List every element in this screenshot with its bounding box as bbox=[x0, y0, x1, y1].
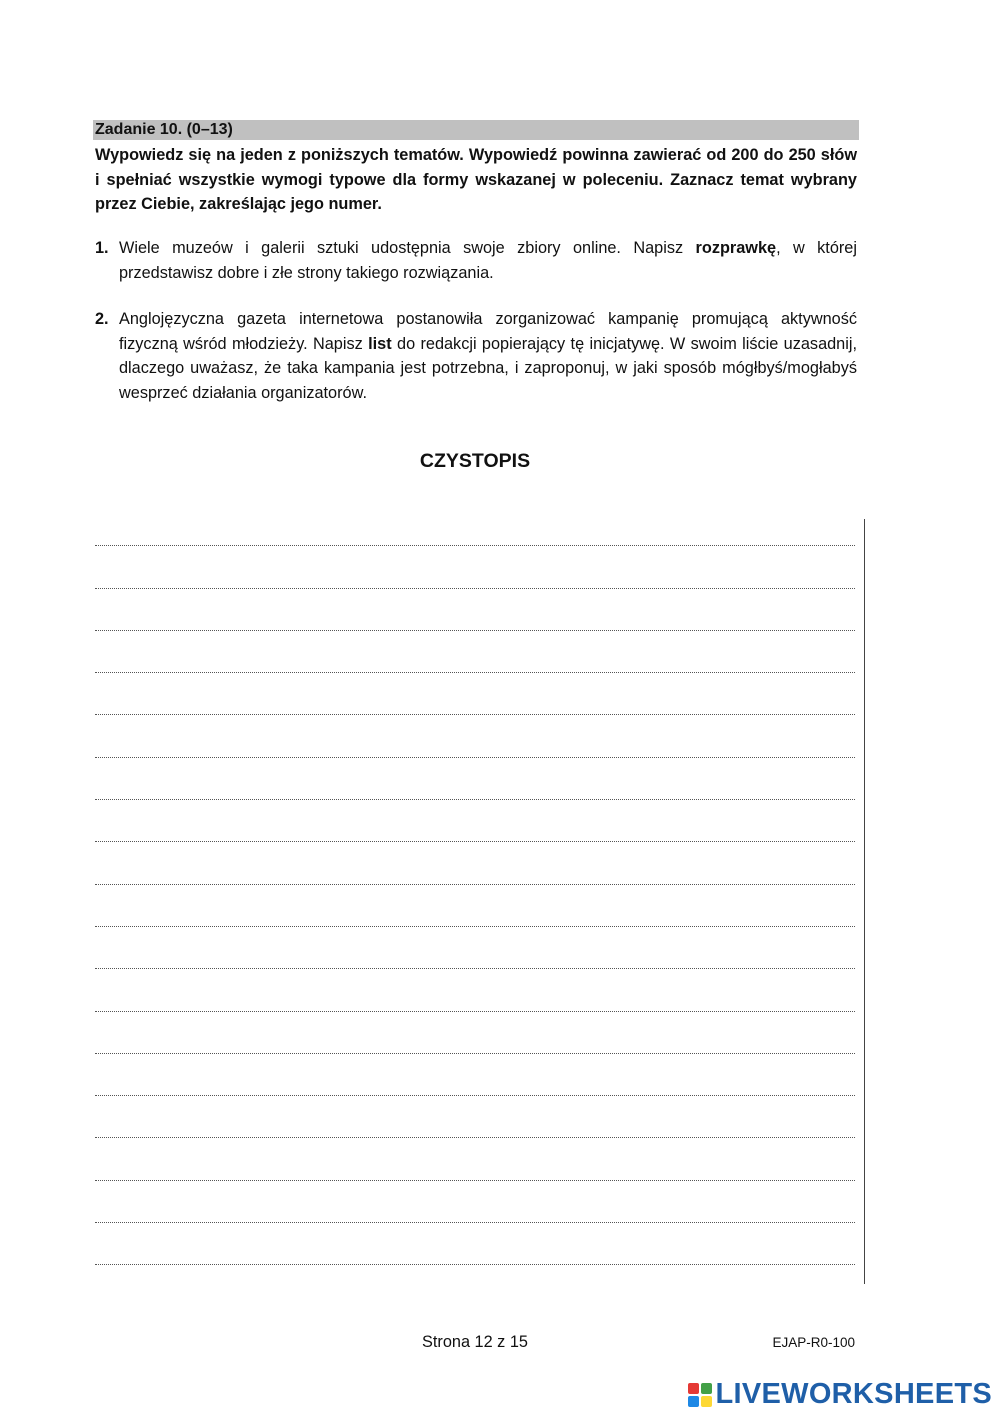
topic-number[interactable]: 2. bbox=[95, 310, 109, 328]
margin-rule bbox=[864, 519, 865, 1284]
brand-text: LIVEWORKSHEETS bbox=[715, 1378, 992, 1410]
writing-line[interactable] bbox=[95, 1018, 855, 1060]
page-number: Strona 12 z 15 bbox=[422, 1333, 528, 1351]
writing-line[interactable] bbox=[95, 1229, 855, 1271]
writing-line[interactable] bbox=[95, 552, 855, 594]
topic-1[interactable] bbox=[95, 236, 857, 285]
topic-keyword: rozprawkę bbox=[695, 239, 777, 257]
writing-line[interactable] bbox=[95, 891, 855, 933]
document-code: EJAP-R0-100 bbox=[772, 1335, 855, 1350]
writing-line[interactable] bbox=[95, 975, 855, 1017]
topic-keyword: list bbox=[368, 334, 392, 353]
writing-line[interactable] bbox=[95, 1102, 855, 1144]
writing-line[interactable] bbox=[95, 721, 855, 763]
writing-line[interactable] bbox=[95, 679, 855, 721]
writing-line[interactable] bbox=[95, 848, 855, 890]
logo-square bbox=[688, 1383, 699, 1394]
topic-text: Anglojęzyczna gazeta internetowa postanowiła zorganizować kampanię promującą aktywność fizyczną wśród młodzieży. Napisz list do redakcji popierający tę inicjatywę. W swoim liście uzasadnij, dlaczego uważasz, że taka kampania jest potrzebna, i zaproponuj, w jaki sposób mógłbyś/mogłabyś wesprzeć działania organizatorów. bbox=[119, 310, 857, 402]
writing-line[interactable] bbox=[95, 933, 855, 975]
liveworksheets-brand bbox=[688, 1378, 993, 1411]
logo-square bbox=[688, 1396, 699, 1407]
writing-line[interactable] bbox=[95, 1187, 855, 1229]
topic-number[interactable]: 1. bbox=[95, 239, 109, 257]
topic-text: Wiele muzeów i galerii sztuki udostępnia swoje zbiory online. Napisz rozprawkę, w której przedstawisz dobre i złe strony takiego rozwiązania. bbox=[119, 239, 857, 282]
writing-line[interactable] bbox=[95, 637, 855, 679]
task-header: Zadanie 10. (0–13) bbox=[93, 120, 859, 140]
writing-line[interactable] bbox=[95, 1144, 855, 1186]
writing-line[interactable] bbox=[95, 595, 855, 637]
liveworksheets-logo-icon bbox=[688, 1383, 712, 1407]
clean-copy-title: CZYSTOPIS bbox=[419, 450, 531, 472]
writing-line[interactable] bbox=[95, 1060, 855, 1102]
writing-line[interactable] bbox=[95, 806, 855, 848]
logo-square bbox=[701, 1383, 712, 1394]
logo-square bbox=[701, 1396, 712, 1407]
writing-area[interactable] bbox=[95, 510, 855, 1271]
writing-line[interactable] bbox=[95, 510, 855, 552]
topic-2[interactable] bbox=[95, 307, 857, 405]
writing-line[interactable] bbox=[95, 764, 855, 806]
task-instructions: Wypowiedz się na jeden z poniższych tematów. Wypowiedź powinna zawierać od 200 do 250 słów i spełniać wszystkie wymogi typowe dla formy wskazanej w poleceniu. Zaznacz temat wybrany przez Ciebie, zakreślając jego numer. bbox=[95, 146, 857, 213]
